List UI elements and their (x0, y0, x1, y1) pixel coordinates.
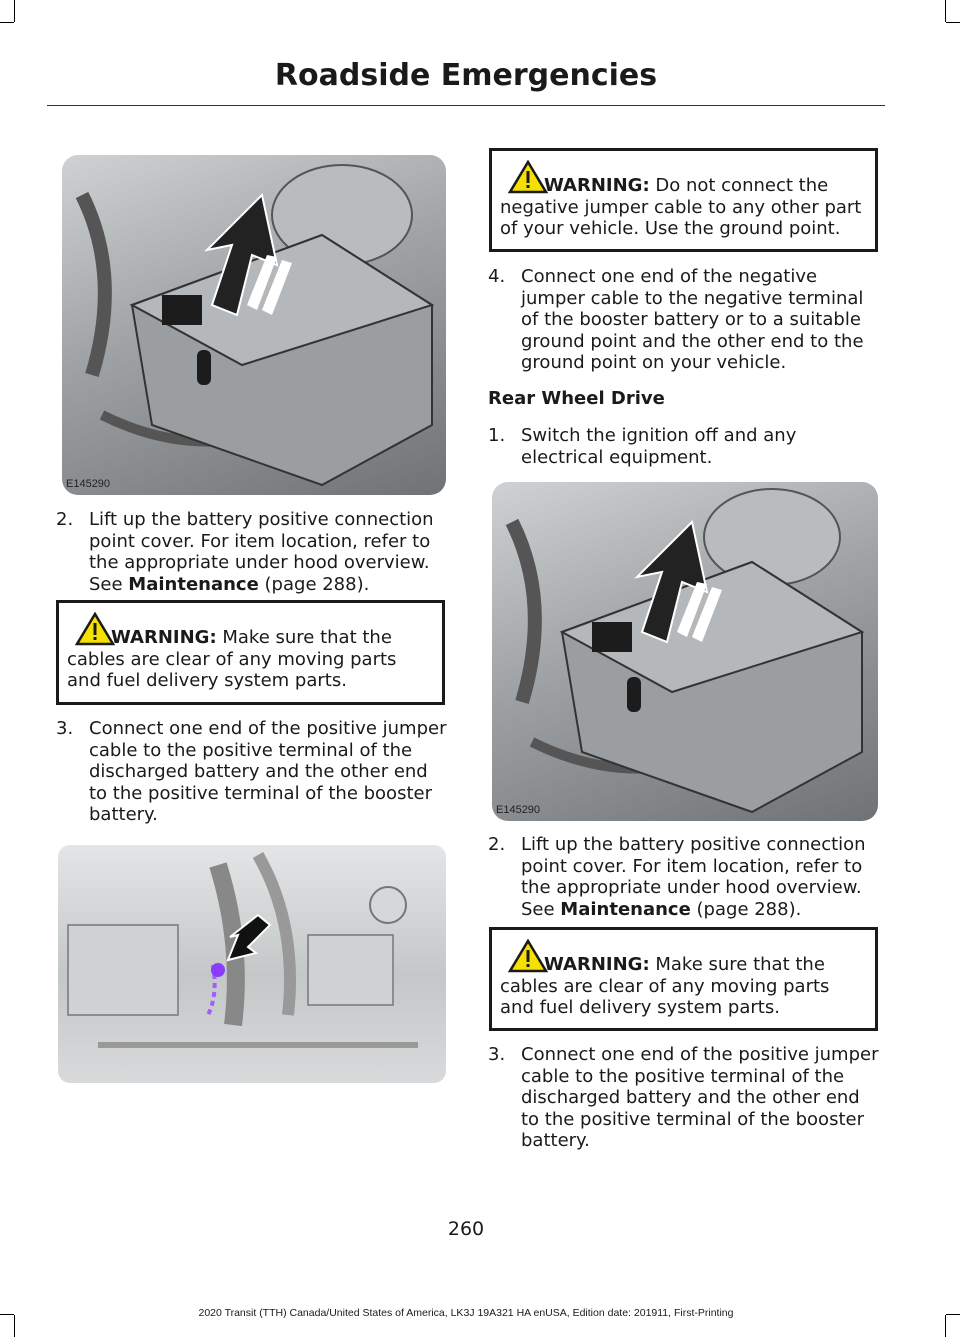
arrow-icon (62, 155, 446, 495)
figure-code: E145290 (496, 804, 541, 816)
warning-triangle-icon (508, 160, 548, 194)
step-3-right (488, 1044, 882, 1152)
warning-triangle-icon (75, 612, 115, 646)
step-2-left (56, 509, 450, 595)
step-text: Lift up the battery positive connection point cover. For item location, refer to the appropriate under hood overview. See (521, 834, 866, 920)
warning-label: WARNING: (111, 627, 217, 648)
step-text: Connect one end of the negative jumper cable to the negative terminal of the booster battery or to a suitable ground point and the other end to the ground point on your vehicle. (521, 266, 864, 373)
step-text: Lift up the battery positive connection point cover. For item location, refer to the appropriate under hood overview. See (89, 509, 434, 595)
crop-mark (945, 1315, 946, 1337)
crop-mark (0, 22, 14, 23)
step-2-right (488, 834, 882, 920)
section-heading-rear-wheel-drive: Rear Wheel Drive (488, 388, 665, 409)
warning-label: WARNING: (544, 954, 650, 975)
warning-text: Do not connect the negative jumper cable to any other part of your vehicle. Use the ground point. (500, 175, 862, 239)
warning-triangle-icon (508, 939, 548, 973)
maintenance-reference: Maintenance (560, 898, 691, 920)
step-text: Connect one end of the positive jumper cable to the positive terminal of the discharged battery and the other end to the positive terminal of the booster battery. (521, 1044, 879, 1151)
figure-battery-cover (62, 155, 446, 495)
step-text: Switch the ignition off and any electrical equipment. (521, 425, 797, 468)
footer-edition-info: 2020 Transit (TTH) Canada/United States of America, LK3J 19A321 HA enUSA, Edition date: 201911, First-Printing (198, 1307, 734, 1319)
step-number: 2. (56, 509, 74, 530)
step-1-right (488, 425, 882, 468)
step-3-left (56, 718, 450, 826)
page-reference: (page 288). (690, 898, 802, 920)
step-number: 4. (488, 266, 506, 287)
step-number: 2. (488, 834, 506, 855)
crop-mark (946, 1314, 960, 1315)
arrow-icon (58, 845, 446, 1083)
header-divider (47, 105, 885, 106)
figure-code: E145290 (66, 478, 111, 490)
warning-text: Make sure that the cables are clear of any moving parts and fuel delivery system parts. (67, 627, 397, 691)
figure-engine-bay (58, 845, 446, 1083)
crop-mark (945, 0, 946, 22)
page-title: Roadside Emergencies (274, 58, 658, 93)
warning-label: WARNING: (544, 175, 650, 196)
step-text: Connect one end of the positive jumper cable to the positive terminal of the discharged battery and the other end to the positive terminal of the booster battery. (89, 718, 447, 825)
step-4-right (488, 266, 882, 374)
step-number: 3. (488, 1044, 506, 1065)
crop-mark (14, 0, 15, 22)
step-number: 3. (56, 718, 74, 739)
warning-box-ground (489, 148, 878, 252)
page-reference: (page 288). (258, 573, 370, 595)
step-number: 1. (488, 425, 506, 446)
figure-battery-cover-rwd (492, 482, 878, 821)
maintenance-reference: Maintenance (128, 573, 259, 595)
warning-box-cables-rwd (489, 927, 878, 1031)
warning-box-cables (56, 600, 445, 705)
arrow-icon (492, 482, 878, 821)
crop-mark (946, 22, 960, 23)
warning-text: Make sure that the cables are clear of any moving parts and fuel delivery system parts. (500, 954, 830, 1018)
page-number: 260 (447, 1218, 485, 1240)
